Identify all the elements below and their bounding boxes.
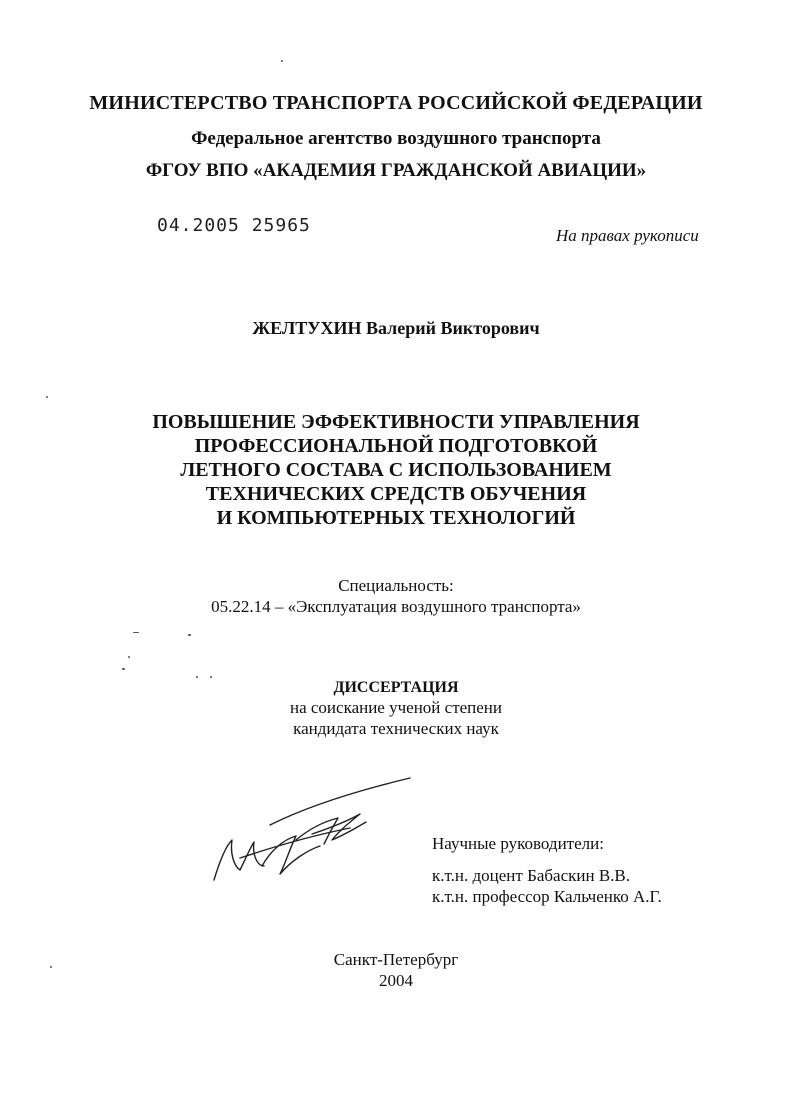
signature-image — [200, 770, 420, 890]
scan-speck — [281, 60, 283, 62]
title-line: ПОВЫШЕНИЕ ЭФФЕКТИВНОСТИ УПРАВЛЕНИЯ — [152, 411, 640, 433]
supervisor-2: к.т.н. профессор Кальченко А.Г. — [432, 887, 662, 906]
library-stamp-code: 04.2005 25965 — [157, 215, 311, 236]
ministry-heading: МИНИСТЕРСТВО ТРАНСПОРТА РОССИЙСКОЙ ФЕДЕРАЦИИ — [89, 92, 703, 114]
supervisors-label: Научные руководители: — [432, 834, 604, 853]
supervisor-1: к.т.н. доцент Бабаскин В.В. — [432, 866, 631, 885]
scan-speck — [188, 634, 191, 636]
scan-speck — [50, 966, 52, 968]
degree-line-2: кандидата технических наук — [293, 719, 499, 738]
scan-speck — [122, 668, 125, 670]
rights-note: На правах рукописи — [556, 226, 699, 245]
specialty-value: 05.22.14 – «Эксплуатация воздушного транспорта» — [211, 597, 581, 616]
agency-heading: Федеральное агентство воздушного транспорта — [191, 128, 601, 149]
title-line: ТЕХНИЧЕСКИХ СРЕДСТВ ОБУЧЕНИЯ — [205, 483, 587, 505]
degree-line-1: на соискание ученой степени — [289, 698, 503, 717]
title-line: ПРОФЕССИОНАЛЬНОЙ ПОДГОТОВКОЙ — [194, 435, 598, 457]
scan-speck — [46, 396, 48, 398]
specialty-label: Специальность: — [338, 576, 454, 595]
scan-speck — [128, 656, 130, 658]
dissertation-label: ДИССЕРТАЦИЯ — [333, 679, 459, 696]
author-name: ЖЕЛТУХИН Валерий Викторович — [252, 318, 540, 338]
scan-speck — [210, 676, 212, 678]
dissertation-title — [0, 410, 792, 530]
title-line: ЛЕТНОГО СОСТАВА С ИСПОЛЬЗОВАНИЕМ — [180, 459, 612, 481]
city: Санкт-Петербург — [333, 950, 459, 969]
title-line: И КОМПЬЮТЕРНЫХ ТЕХНОЛОГИЙ — [216, 507, 576, 529]
year: 2004 — [379, 971, 413, 990]
scan-speck — [133, 632, 139, 633]
scan-speck — [196, 676, 198, 678]
academy-heading: ФГОУ ВПО «АКАДЕМИЯ ГРАЖДАНСКОЙ АВИАЦИИ» — [145, 160, 647, 181]
